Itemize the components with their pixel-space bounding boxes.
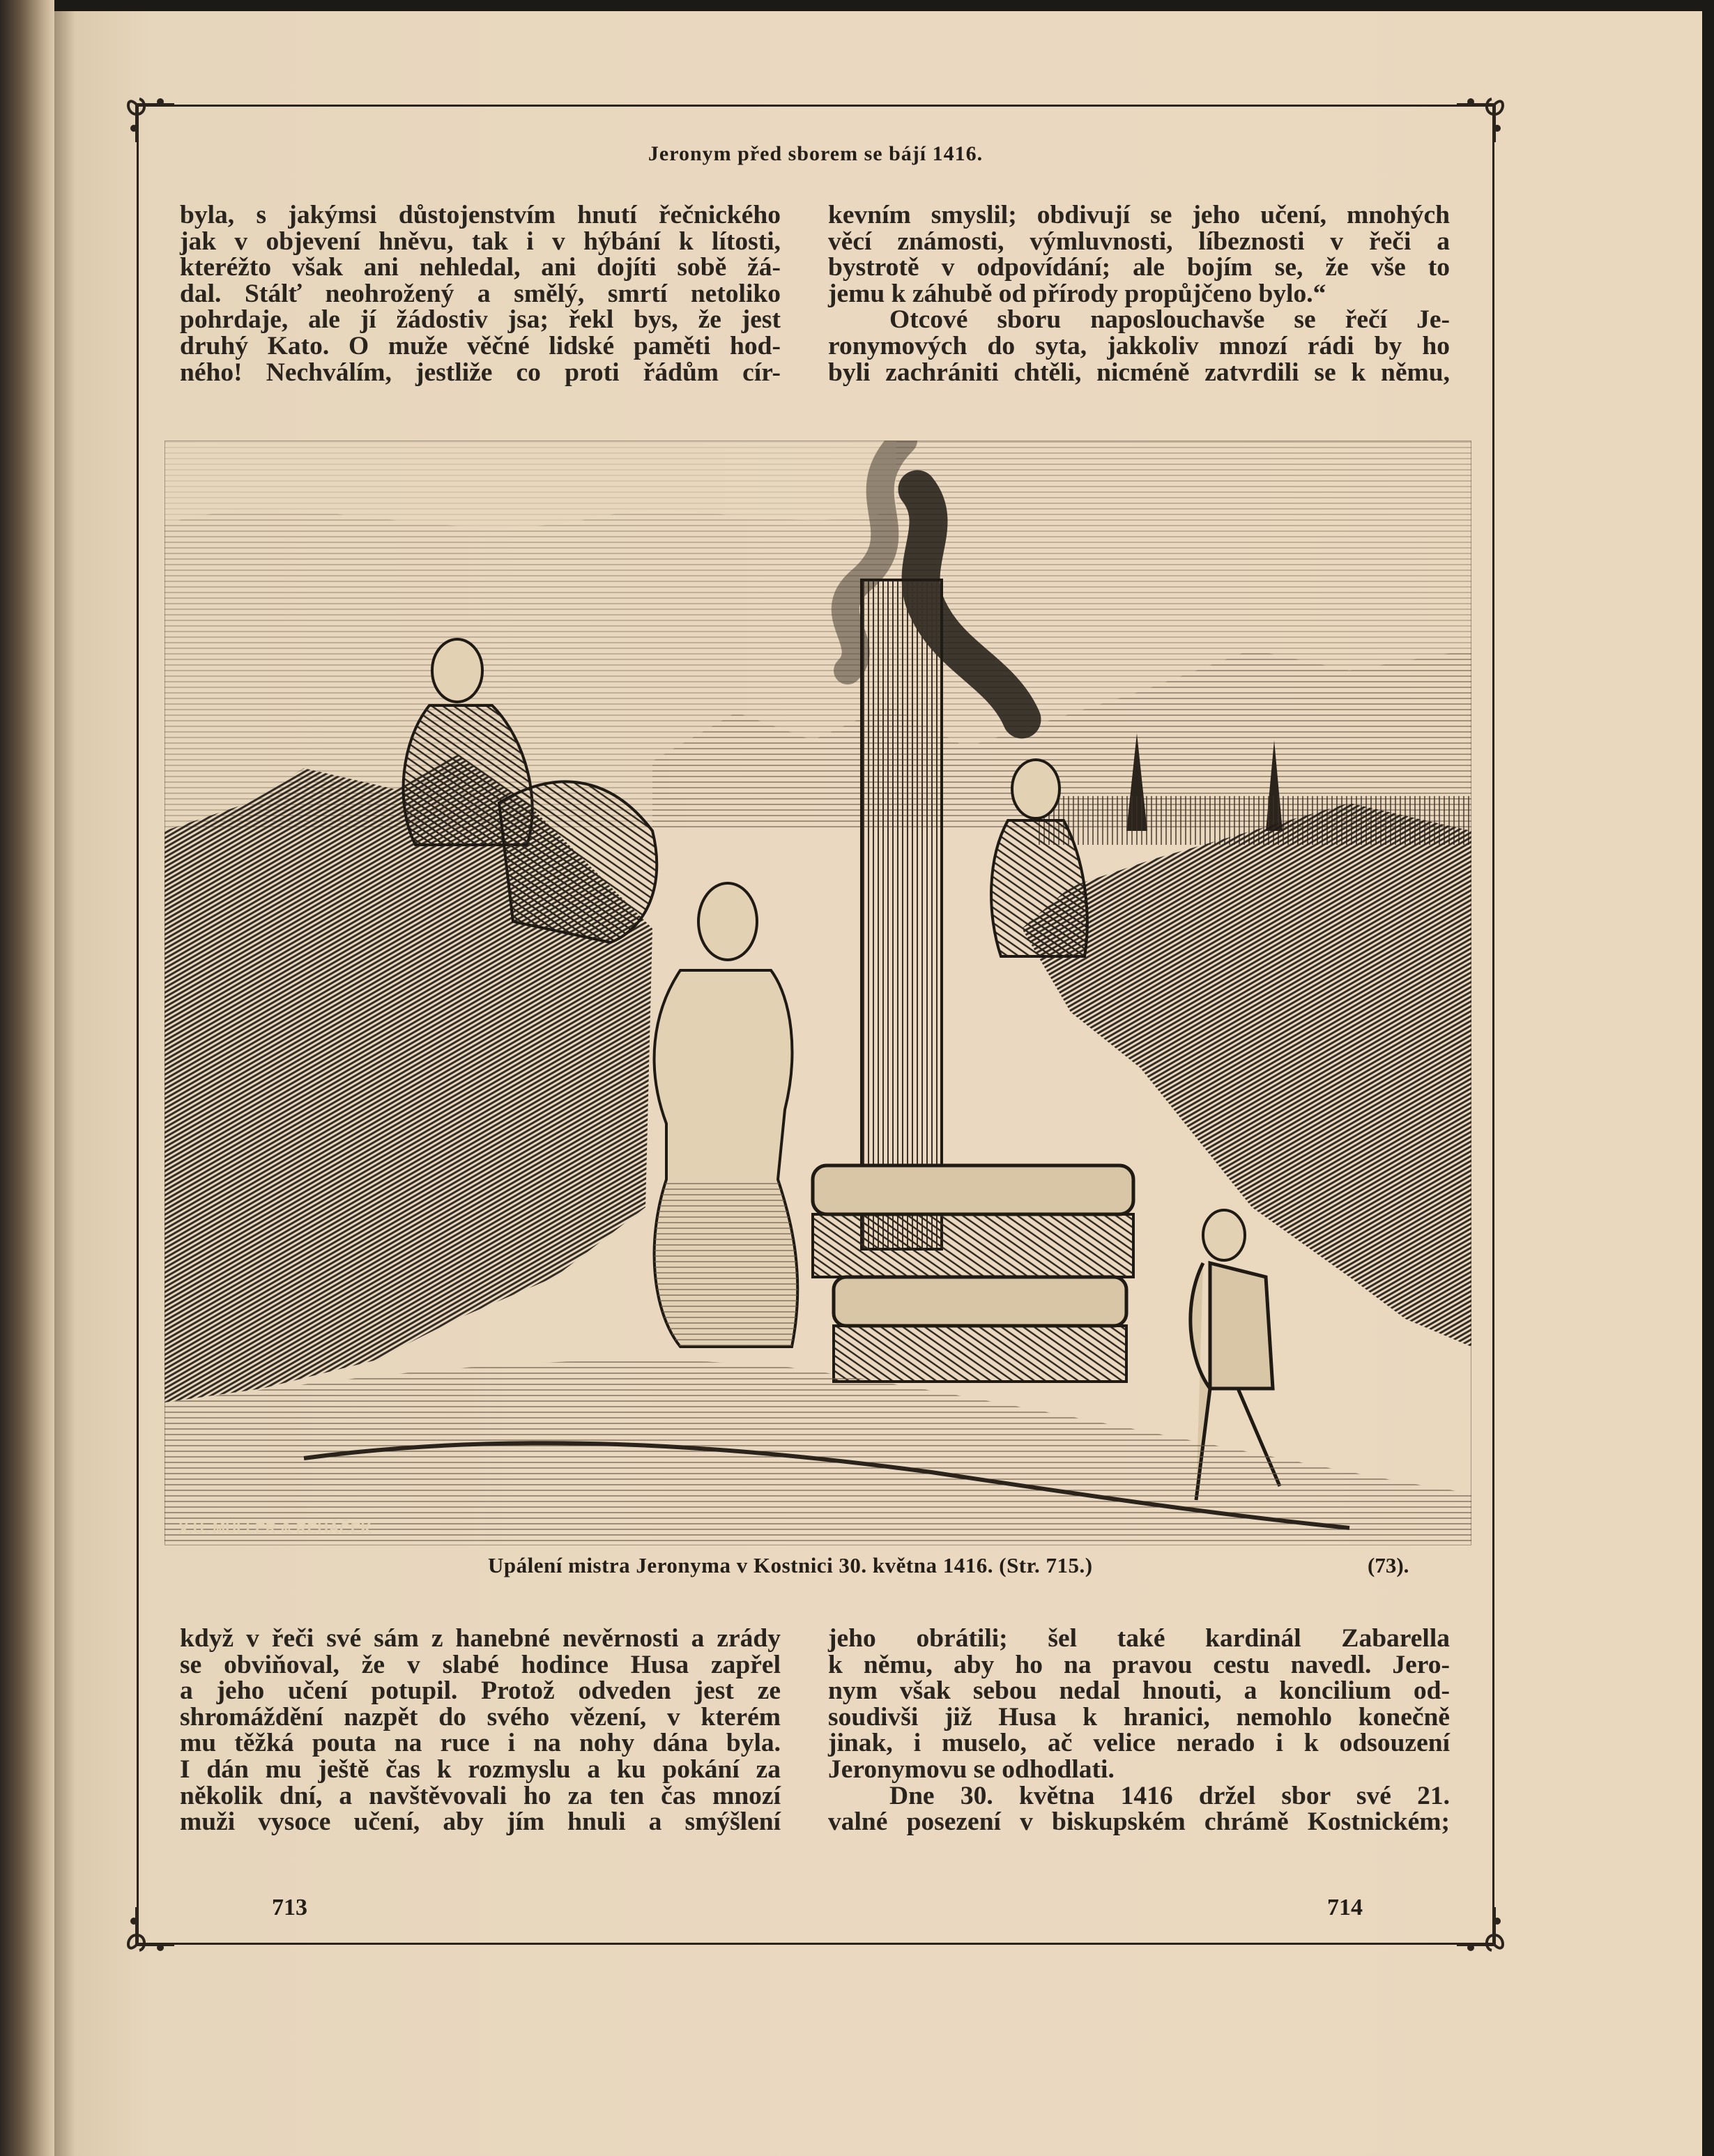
text-line: dal. Stálť neohrožený a smělý, smrtí netoliko — [180, 279, 781, 308]
text-line: jak v objevení hněvu, tak i v hýbání k lítosti, — [180, 227, 781, 256]
ornament-corner-top-right — [1450, 86, 1513, 149]
text-line: jeho obrátili; šel také kardinál Zabarella — [828, 1624, 1450, 1653]
column-bottom-right — [828, 1626, 1450, 1835]
text-line: Otcové sboru naposlouchavše se řečí Je- — [889, 305, 1450, 335]
engraving-drawing — [164, 441, 1471, 1545]
text-line: nym však sebou nedal hnouti, a koncilium od- — [828, 1676, 1450, 1706]
running-header: Jeronym před sborem se bájí 1416. — [648, 142, 984, 165]
text-line: pohrdaje, ale jí žádostiv jsa; řekl bys, že jest — [180, 305, 781, 335]
engraving-illustration — [164, 441, 1471, 1545]
column-bottom-left — [180, 1626, 781, 1835]
text-line: bystrotě v odpovídání; ale bojím se, že vše to — [828, 253, 1450, 282]
text-line: byli zachrániti chtěli, nicméně zatvrdili se k němu, — [828, 358, 1450, 387]
text-line: ného! Nechválím, jestliže co proti řádům cír- — [180, 358, 781, 387]
text-line: věcí známosti, výmluvnosti, líbeznosti v řeči a — [828, 227, 1450, 256]
book-spine — [0, 0, 54, 2156]
gutter-shadow — [54, 11, 75, 2156]
engraver-signature: X.U. MÜLLER & REHÁČEK — [178, 1520, 372, 1537]
column-top-left — [180, 202, 781, 385]
illustration-caption: Upálení mistra Jeronyma v Kostnici 30. května 1416. (Str. 715.) — [488, 1553, 1093, 1577]
text-line: jinak, i muselo, ač velice nerado i k odsouzení — [828, 1729, 1450, 1758]
text-line: kevním smyslil; obdivují se jeho učení, mnohých — [828, 201, 1450, 229]
text-line: byla, s jakýmsi důstojenstvím hnutí řečnického — [180, 201, 781, 229]
text-line: Dne 30. května 1416 držel sbor své 21. — [889, 1781, 1450, 1810]
page-number-left: 713 — [272, 1895, 307, 1920]
text-line: k němu, aby ho na pravou cestu navedl. Jero- — [828, 1650, 1450, 1679]
text-line: muži vysoce učení, aby jím hnuli a smýšlení — [180, 1807, 781, 1837]
text-line: a jeho učení potupil. Protož odveden jest ze — [180, 1676, 781, 1706]
text-line: druhý Kato. O muže věčné lidské paměti hod- — [180, 331, 781, 360]
ornament-corner-bottom-right — [1450, 1900, 1513, 1963]
text-line: kteréžto však ani nehledal, ani dojíti sobě žá- — [180, 253, 781, 282]
text-line: ronymových do syta, jakkoliv mnozí rádi by ho — [828, 331, 1450, 360]
text-line: shromáždění nazpět do svého vězení, v kterém — [180, 1702, 781, 1731]
text-line: valné posezení v biskupském chrámě Kostnickém; — [828, 1807, 1450, 1837]
text-line: jemu k záhubě od přírody propůjčeno bylo.“ — [828, 279, 1326, 308]
ornament-corner-bottom-left — [118, 1900, 181, 1963]
caption-number: (73). — [1368, 1553, 1409, 1577]
text-line: Jeronymovu se odhodlati. — [828, 1754, 1115, 1784]
text-line: když v řeči své sám z hanebné nevěrnosti a zrády — [180, 1624, 781, 1653]
text-line: mu těžká pouta na ruce i na nohy dána byla. — [180, 1729, 781, 1758]
text-line: několik dní, a navštěvovali ho za ten čas mnozí — [180, 1781, 781, 1810]
ornament-corner-top-left — [118, 86, 181, 149]
text-line: soudivši již Husa k hranici, nemohlo konečně — [828, 1702, 1450, 1731]
column-top-right — [828, 202, 1450, 385]
text-line: se obviňoval, že v slabé hodince Husa zapřel — [180, 1650, 781, 1679]
page-number-right: 714 — [1327, 1895, 1363, 1920]
text-line: I dán mu ještě čas k rozmyslu a ku pokání za — [180, 1754, 781, 1784]
